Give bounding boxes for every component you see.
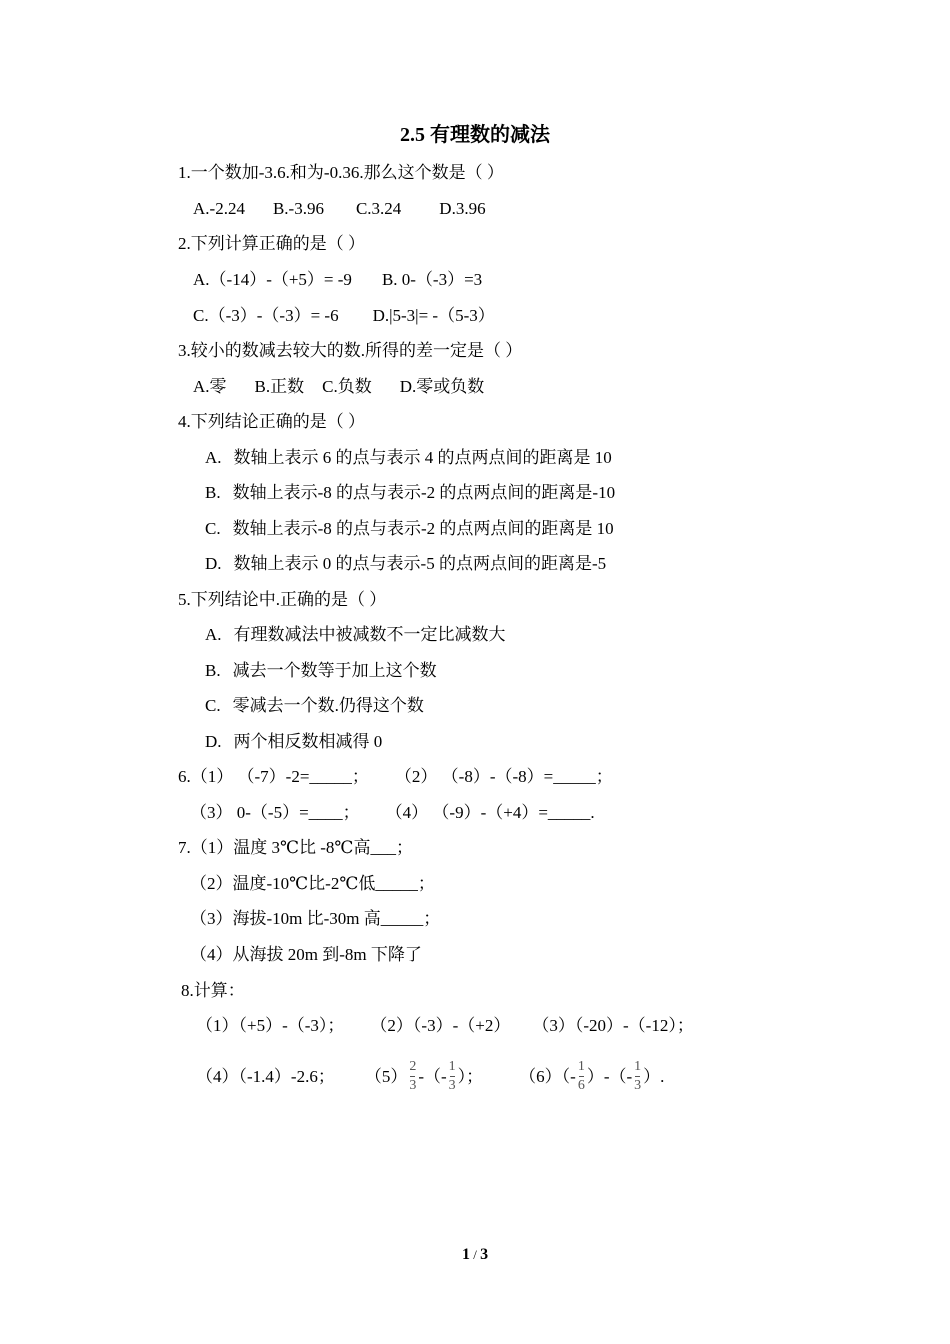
q8-item-5 [364,1058,484,1093]
q4-option-c [205,518,614,540]
item-prefix: （5） [364,1067,408,1086]
fraction [634,1058,641,1095]
denominator: 3 [634,1077,642,1093]
question-1-options [193,198,486,220]
page-title: 2.5 有理数的减法 [400,124,550,146]
q1-option-c: C.3.24 [355,199,402,218]
question-2-row-2 [193,305,495,327]
page-number [0,1244,950,1266]
question-1-stem: 1.一个数加-3.6.和为-0.36.那么这个数是（ ） [178,163,504,182]
q8-item-2: （2）（-3）-（+2） [370,1016,511,1035]
q6-item-1: 6.（1） （-7）-2=_____； [178,767,369,786]
question-5-stem: 5.下列结论中.正确的是（ ） [178,590,387,609]
option-text: 数轴上表示-8 的点与表示-2 的点两点间的距离是 10 [232,519,614,538]
q4-option-d [205,553,606,575]
page-separator: / [473,1247,477,1262]
q2-option-b: B. 0-（-3）=3 [381,270,483,289]
current-page: 1 [461,1246,470,1263]
question-8-stem: 8.计算： [181,981,245,1000]
option-label: D. [205,732,222,751]
option-text: 零减去一个数.仍得这个数 [232,696,424,715]
option-label: C. [205,519,221,538]
numerator: 1 [634,1058,642,1074]
fraction [578,1058,585,1095]
item-prefix: （6）（- [519,1067,576,1086]
q3-option-c: C.负数 [322,377,372,396]
q5-option-a [205,624,506,646]
q6-item-2: （2） （-8）-（-8）=_____； [394,767,613,786]
option-text: 减去一个数等于加上这个数 [232,661,437,680]
q2-option-d: D.|5-3|= -（5-3） [372,306,495,325]
total-pages: 3 [480,1246,489,1263]
denominator: 3 [409,1077,417,1093]
q4-option-a [205,447,612,469]
q7-item-1: 7.（1）温度 3℃比 -8℃高___； [178,838,413,857]
q2-option-a: A.（-14）-（+5）= -9 [193,270,352,289]
question-4-stem: 4.下列结论正确的是（ ） [178,412,365,431]
option-text: 数轴上表示 0 的点与表示-5 的点两点间的距离是-5 [233,554,607,573]
q8-item-1: （1）（+5）-（-3）； [196,1016,345,1035]
q8-item-4: （4）（-1.4）-2.6； [196,1067,335,1086]
option-text: 数轴上表示 6 的点与表示 4 的点两点间的距离是 10 [233,448,612,467]
q1-option-b: B.-3.96 [272,199,324,218]
q8-item-3: （3）（-20）-（-12）； [532,1016,694,1035]
q5-option-c [205,695,424,717]
denominator: 3 [448,1077,456,1093]
fraction [449,1058,456,1095]
q1-option-a: A.-2.24 [193,199,245,218]
q5-option-b [205,660,437,682]
option-text: 有理数减法中被减数不一定比减数大 [233,625,506,644]
question-8-row-1 [196,1015,694,1037]
fraction [409,1058,416,1095]
item-operator: ）-（- [586,1067,633,1086]
option-label: D. [205,554,222,573]
option-label: C. [205,696,221,715]
q7-item-2: （2）温度-10℃比-2℃低_____； [190,874,435,893]
question-6-row-2 [190,802,595,824]
option-text: 两个相反数相减得 0 [233,732,383,751]
q2-option-c: C.（-3）-（-3）= -6 [193,306,339,325]
q6-item-3: （3） 0-（-5）=____； [190,803,360,822]
question-6-row-1 [178,766,613,788]
q8-item-6 [519,1058,665,1093]
numerator: 1 [577,1058,585,1074]
numerator: 2 [409,1058,417,1074]
q7-item-4: （4）从海拔 20m 到-8m 下降了 [190,945,422,964]
option-text: 数轴上表示-8 的点与表示-2 的点两点间的距离是-10 [232,483,616,502]
question-2-row-1 [193,269,482,291]
question-3-stem: 3.较小的数减去较大的数.所得的差一定是（ ） [178,341,523,360]
q6-item-4: （4） （-9）-（+4）=_____. [385,803,595,822]
option-label: A. [205,625,222,644]
item-suffix: ）. [643,1067,665,1086]
q1-option-d: D.3.96 [439,199,486,218]
q3-option-d: D.零或负数 [399,377,485,396]
question-2-stem: 2.下列计算正确的是（ ） [178,234,365,253]
option-label: A. [205,448,222,467]
q7-item-3: （3）海拔-10m 比-30m 高_____； [190,909,441,928]
item-operator: -（- [418,1067,447,1086]
q3-option-a: A.零 [193,377,227,396]
q3-option-b: B.正数 [254,377,305,396]
q5-option-d [205,731,382,753]
option-label: B. [205,661,221,680]
item-suffix: ）； [457,1067,484,1086]
denominator: 6 [577,1077,585,1093]
q4-option-b [205,482,615,504]
numerator: 1 [448,1058,456,1074]
question-8-row-2 [196,1057,664,1097]
option-label: B. [205,483,221,502]
question-3-options [193,376,484,398]
